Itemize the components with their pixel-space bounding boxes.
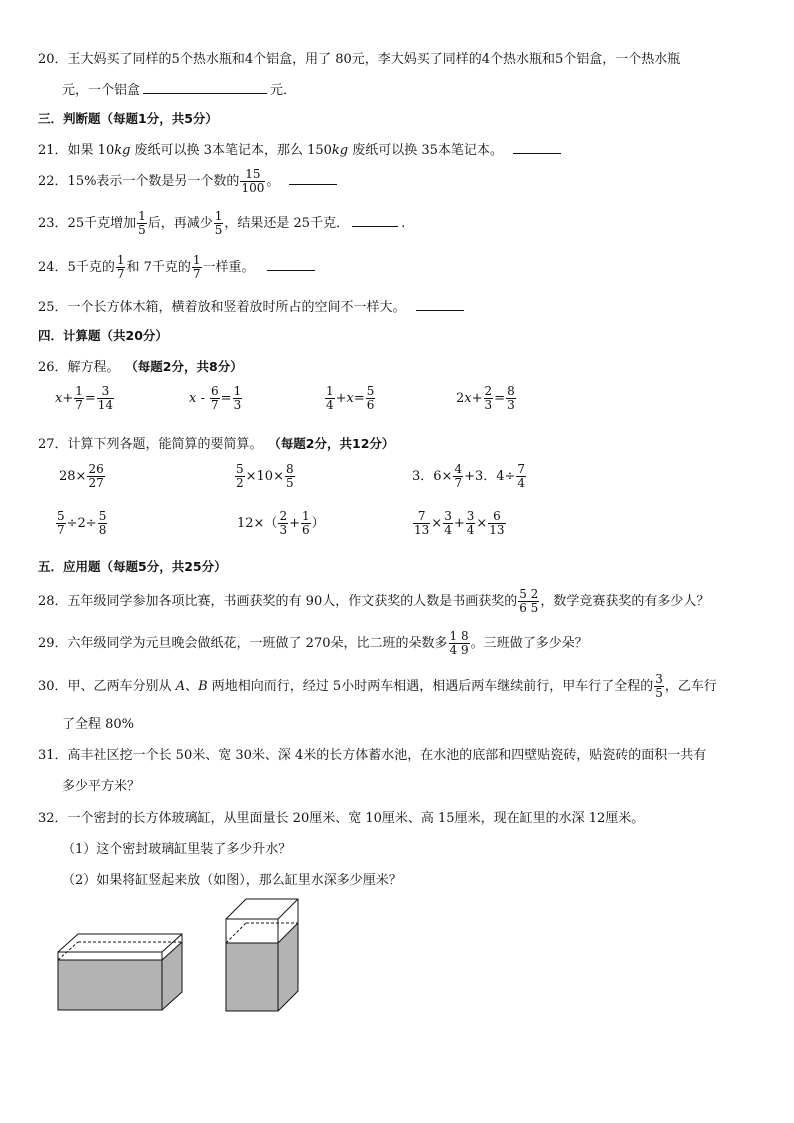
answer-blank[interactable] — [143, 92, 267, 94]
section-3-heading: 三．判断题（每题1分，共5分） — [38, 111, 218, 126]
q26-eq3: $\frac{1}{4}$ +x= $\frac{5}{6}$ — [326, 384, 375, 412]
tank-upright-figure — [222, 895, 302, 1019]
fraction: $\frac{1}{7}$ — [116, 253, 125, 281]
answer-blank[interactable] — [352, 225, 398, 227]
q27-expr2: $\frac{5}{2}$ ×10× $\frac{8}{5}$ — [236, 462, 294, 490]
q25: 25．一个长方体木箱，横着放和竖着放时所占的空间不一样大。 — [38, 296, 467, 315]
q20-line2: 元，一个铝盒 元． — [62, 83, 297, 98]
q26-eq2: x - $\frac{6}{7}$ = $\frac{1}{3}$ — [189, 384, 242, 412]
q32-sub1: （1）这个密封玻璃缸里装了多少升水？ — [62, 842, 292, 857]
answer-blank[interactable] — [289, 183, 337, 185]
q32-sub2: （2）如果将缸竖起来放（如图），那么缸里水深多少厘米？ — [62, 873, 402, 888]
q27-expr6: $\frac{7}{13}$ × $\frac{3}{4}$ + $\frac{3}{4}$ × $\frac{6}{13}$ — [414, 509, 505, 537]
answer-blank[interactable] — [416, 309, 464, 311]
q29: 29．六年级同学为元旦晚会做纸花，一班做了 270朵，比二班的朵数多 $\frac{1 8}{4 9}$ 。三班做了多少朵？ — [38, 629, 588, 657]
section-4-heading: 四．计算题（共20分） — [38, 328, 168, 343]
q26-eq4: 2x+ $\frac{2}{3}$ = $\frac{8}{3}$ — [456, 384, 515, 412]
q27-expr1: 28× $\frac{26}{27}$ — [59, 462, 104, 490]
q27-expr5: 12×（ $\frac{2}{3}$ + $\frac{1}{6}$ ） — [237, 509, 325, 537]
fraction: $\frac{1}{7}$ — [192, 253, 201, 281]
fraction: $\frac{15}{100}$ — [241, 167, 265, 195]
q32-line1: 32．一个密封的长方体玻璃缸，从里面量长 20厘米、宽 10厘米、高 15厘米，现在缸里的水深 12厘米。 — [38, 811, 645, 826]
q31-line2: 多少平方米？ — [62, 779, 141, 794]
fraction: $\frac{1}{5}$ — [138, 209, 146, 237]
answer-blank[interactable] — [267, 269, 315, 271]
q27-expr3: 3．6× $\frac{4}{7}$ +3．4÷ $\frac{7}{4}$ — [412, 462, 526, 490]
q31-line1: 31．高丰社区挖一个长 50米、宽 30米、深 4米的长方体蓄水池，在水池的底部和四壁贴瓷砖，贴瓷砖的面积一共有 — [38, 748, 707, 763]
answer-blank[interactable] — [513, 152, 561, 154]
fraction: $\frac{1}{5}$ — [214, 209, 223, 237]
q30-line1: 30．甲、乙两车分别从 A、B 两地相向而行，经过 5小时两车相遇，相遇后两车继续前行，甲车行了全程的 $\frac{3}{5}$ ，乙车行 — [38, 672, 717, 700]
q22: 22．15%表示一个数是另一个数的 $\frac{15}{100}$ 。 — [38, 168, 340, 195]
q26-eq1: x+ $\frac{1}{7}$ = $\frac{3}{14}$ — [55, 384, 114, 412]
q27-title: 27．计算下列各题，能简算的要简算。 （每题2分，共12分） — [38, 436, 395, 452]
q26-title: 26．解方程。 （每题2分，共8分） — [38, 359, 243, 375]
q28: 28．五年级同学参加各项比赛，书画获奖的有 90人，作文获奖的人数是书画获奖的 $\frac{5 2}{6 5}$ ，数学竞赛获奖的有多少人？ — [38, 587, 710, 615]
tank-horizontal-figure — [54, 930, 204, 1016]
q27-expr4: $\frac{5}{7}$ ÷2÷ $\frac{5}{8}$ — [57, 509, 107, 537]
q23: 23．25千克增加 $\frac{1}{5}$ 后，再减少 $\frac{1}{5}$ ，结果还是 25千克． . — [38, 209, 406, 237]
q20-line1: 20．王大妈买了同样的5个热水瓶和4个铝盒，用了 80元，李大妈买了同样的4个热水瓶和5个铝盒，一个热水瓶 — [38, 52, 681, 67]
q24: 24．5千克的 $\frac{1}{7}$ 和 7千克的 $\frac{1}{7}$ 一样重。 — [38, 254, 318, 281]
q21: 21．如果 10kg 废纸可以换 3本笔记本，那么 150kg 废纸可以换 35本笔记本。 — [38, 139, 564, 158]
q30-line2: 了全程 80% — [62, 717, 135, 732]
section-5-heading: 五．应用题（每题5分，共25分） — [38, 559, 227, 574]
